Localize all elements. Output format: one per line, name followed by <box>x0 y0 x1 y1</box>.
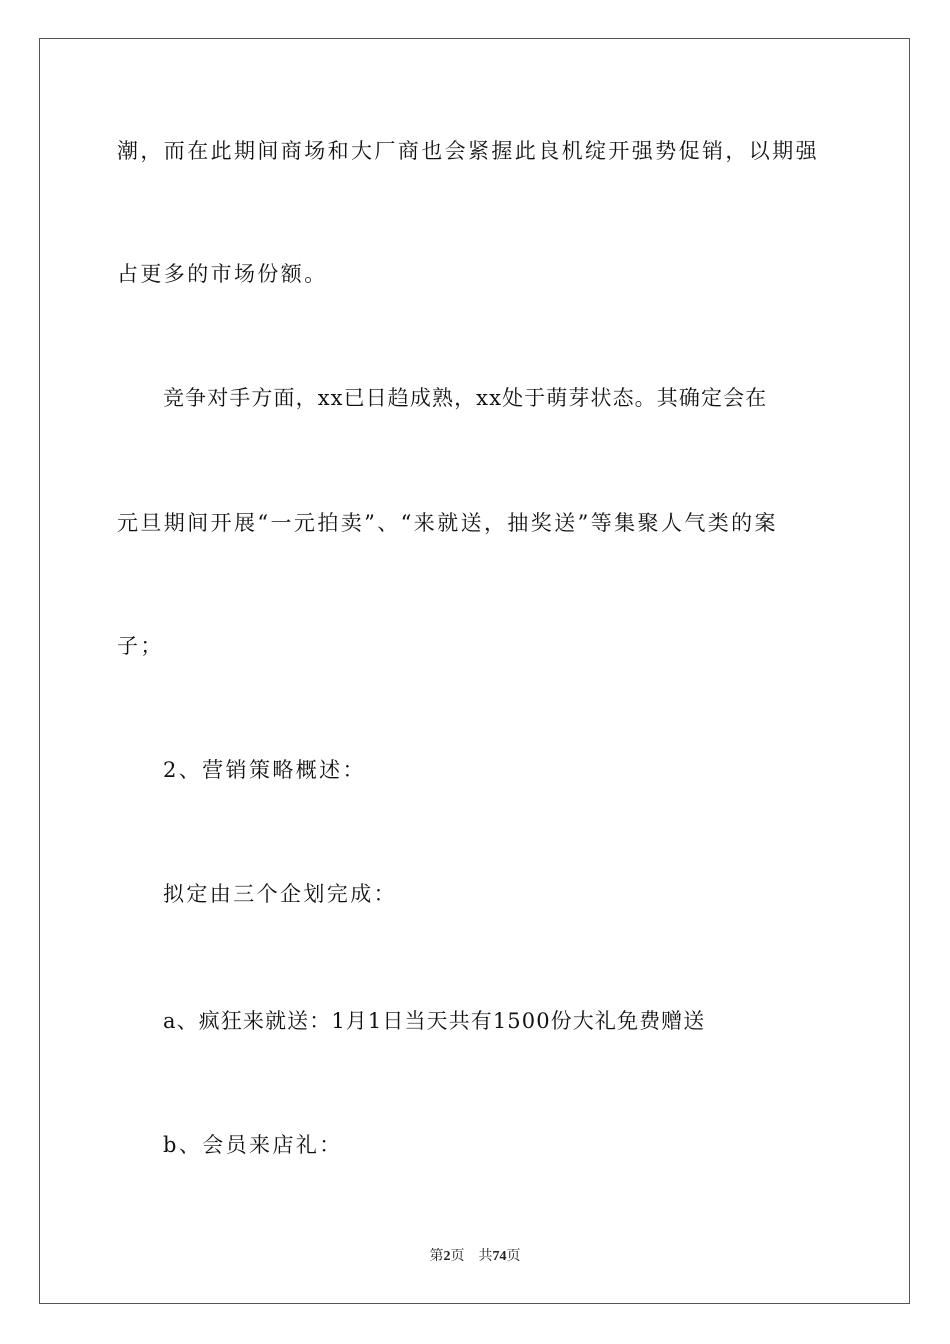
footer-page-prefix: 第 <box>429 1249 444 1264</box>
paragraph-line-2: 占更多的市场份额。 <box>117 262 328 286</box>
page-border <box>39 38 910 1304</box>
paragraph-line-7: 拟定由三个企划完成： <box>163 882 397 906</box>
section-heading: 2、营销策略概述： <box>163 758 366 782</box>
footer-page-suffix: 页 <box>450 1249 465 1264</box>
paragraph-line-1: 潮，而在此期间商场和大厂商也会紧握此良机绽开强势促销，以期强 <box>117 139 819 163</box>
footer-total-pages: 74 <box>492 1249 507 1264</box>
page-footer <box>0 1247 950 1267</box>
footer-total-suffix: 页 <box>506 1249 521 1264</box>
list-item-a: a、疯狂来就送：1月1日当天共有1500份大礼免费赠送 <box>163 1009 706 1033</box>
list-item-b: b、会员来店礼： <box>163 1133 343 1157</box>
paragraph-line-5: 子； <box>117 634 164 658</box>
paragraph-line-4: 元旦期间开展“一元拍卖”、“来就送，抽奖送”等集聚人气类的案 <box>117 511 778 535</box>
paragraph-line-3: 竞争对手方面，xx已日趋成熟，xx处于萌芽状态。其确定会在 <box>163 386 768 410</box>
footer-page-number: 2 <box>443 1249 451 1264</box>
footer-total-prefix: 共 <box>478 1249 493 1264</box>
